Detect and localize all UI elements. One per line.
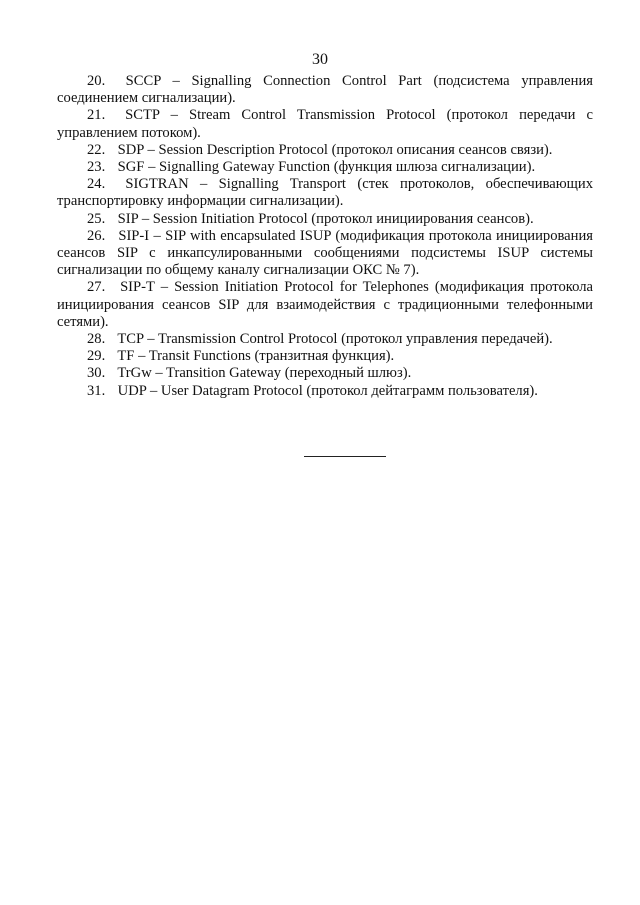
item-number: 25. [87, 210, 106, 227]
item-text: SCCP – Signalling Connection Control Part (подсистема управления соединением сигнализации). [57, 73, 593, 107]
item-text: SIP-T – Session Initiation Protocol for Telephones (модификация протокола инициирования сеансов SIP для взаимодействия с традиционными телефонными сетями). [57, 279, 594, 330]
item-text: TrGw – Transition Gateway (переходный шлюз). [117, 365, 412, 382]
item-number: 28. [87, 331, 106, 348]
list-item [57, 142, 593, 159]
item-number: 30. [87, 365, 106, 382]
item-number: 22. [87, 141, 106, 158]
abbreviation-list [57, 73, 593, 400]
item-text: UDP – User Datagram Protocol (протокол дейтаграмм пользователя). [117, 382, 538, 399]
item-text: SDP – Session Description Protocol (протокол описания сеансов связи). [117, 141, 553, 158]
list-item [57, 365, 593, 382]
item-text: TF – Transit Functions (транзитная функция). [117, 348, 395, 365]
list-item [57, 73, 593, 107]
list-item [57, 331, 593, 348]
end-divider [304, 456, 386, 457]
item-text: TCP – Transmission Control Protocol (протокол управления передачей). [117, 331, 553, 348]
item-text: SCTP – Stream Control Transmission Protocol (протокол передачи с управлением потоком). [57, 107, 593, 141]
item-text: SIP – Session Initiation Protocol (протокол инициирования сеансов). [117, 210, 534, 227]
list-item [57, 159, 593, 176]
item-text: SGF – Signalling Gateway Function (функция шлюза сигнализации). [117, 159, 536, 176]
page-number: 30 [312, 51, 328, 68]
item-number: 23. [87, 159, 106, 176]
item-number: 20. [87, 73, 106, 89]
item-number: 29. [87, 348, 106, 365]
list-item [57, 176, 593, 210]
item-text: SIP-I – SIP with encapsulated ISUP (модификация протокола инициирования сеансов SIP с инкапсулированными сообщениями подсистемы ISUP системы сигнализации по общему каналу сигнализации ОКС № 7). [57, 227, 593, 279]
list-item [57, 279, 593, 331]
list-item [57, 211, 593, 228]
list-item [57, 348, 593, 365]
item-number: 31. [87, 382, 106, 399]
list-item [57, 383, 593, 400]
item-number: 21. [87, 107, 106, 124]
list-item [57, 228, 593, 280]
item-number: 26. [87, 227, 106, 244]
list-item [57, 107, 593, 141]
item-text: SIGTRAN – Signalling Transport (стек протоколов, обеспечивающих транспортировку информации сигнализации). [57, 176, 593, 210]
item-number: 24. [87, 176, 106, 193]
item-number: 27. [87, 279, 106, 296]
